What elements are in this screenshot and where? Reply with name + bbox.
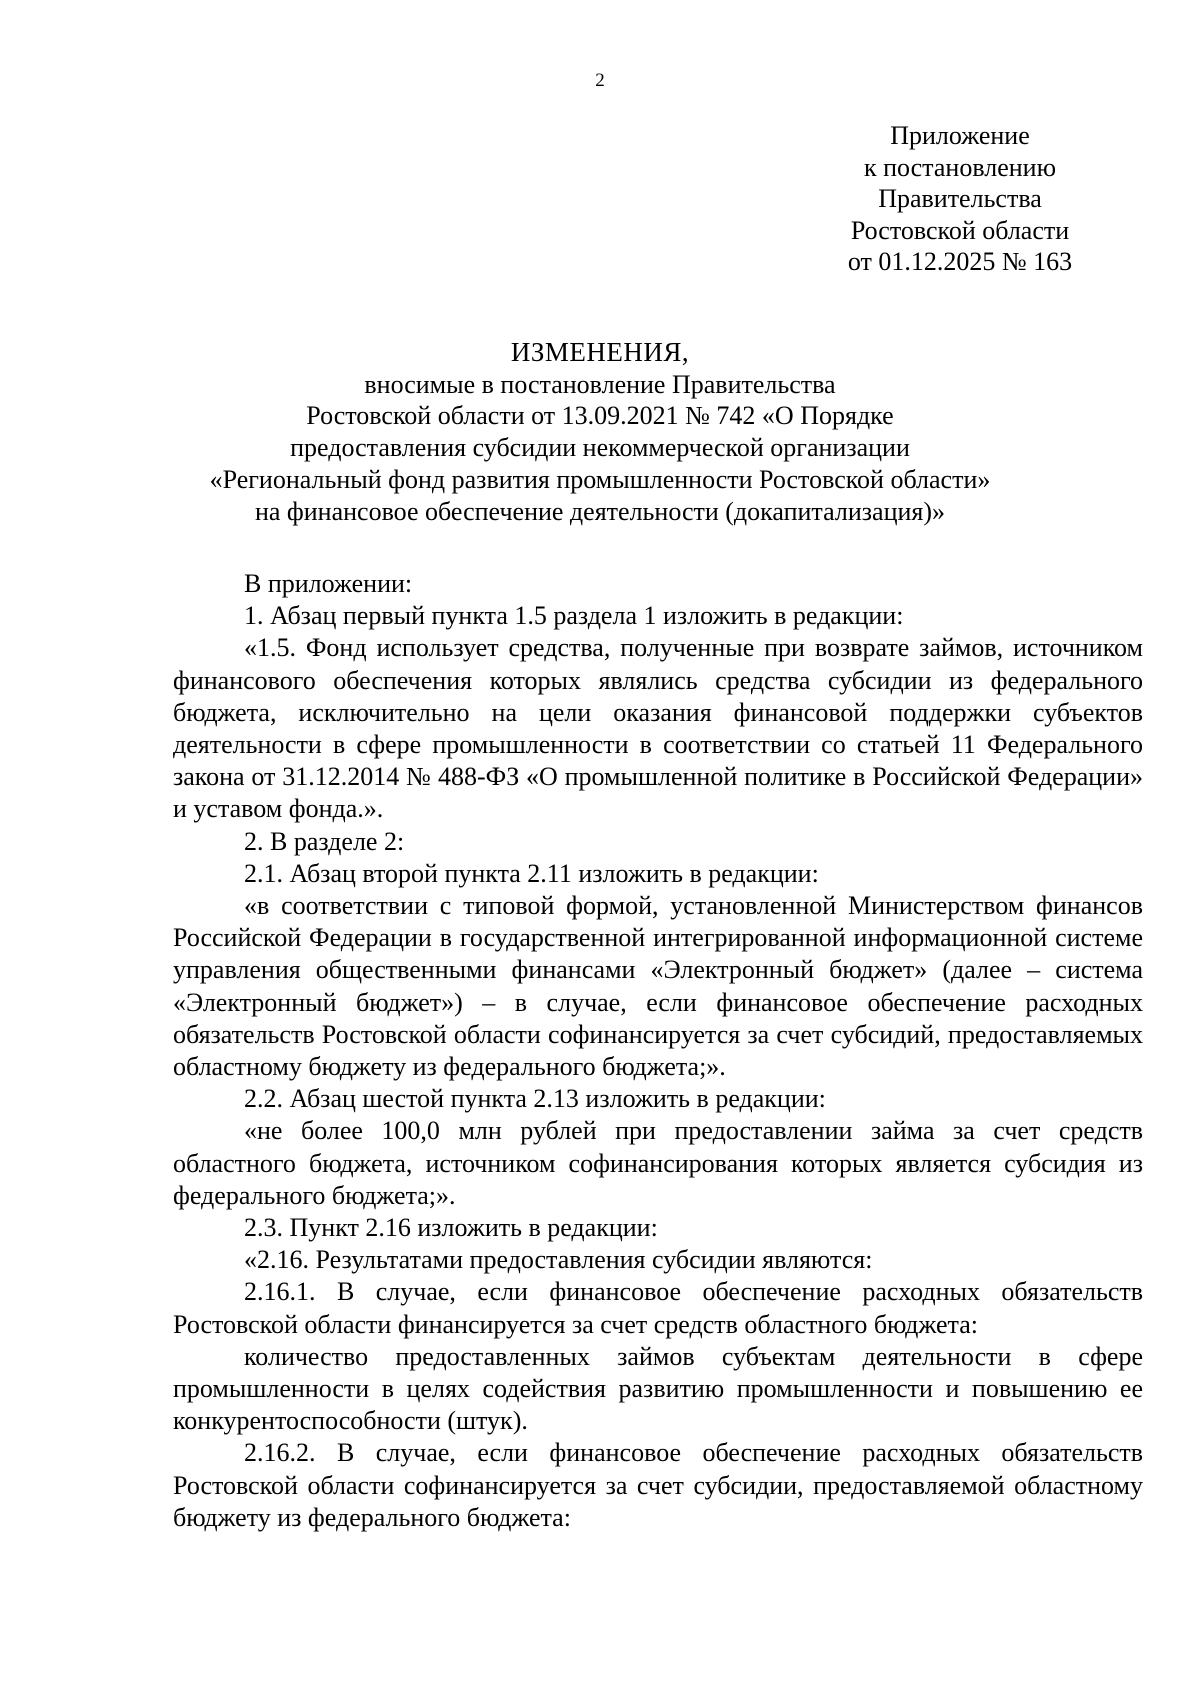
paragraph: количество предоставленных займов субъектам деятельности в сфере промышленности в целях содействия развитию промышленности и повышению ее конкурентоспособности (штук). — [173, 1341, 1143, 1436]
paragraph: «2.16. Результатами предоставления субсидии являются: — [244, 1245, 873, 1275]
appendix-header — [815, 120, 1105, 278]
appendix-line: Правительства — [878, 184, 1042, 213]
title-line: «Региональный фонд развития промышленности Ростовской области» — [209, 464, 991, 494]
appendix-line: от 01.12.2025 № 163 — [847, 247, 1073, 276]
paragraph: В приложении: — [244, 569, 413, 598]
paragraph: 1. Абзац первый пункта 1.5 раздела 1 изложить в редакции: — [244, 601, 904, 631]
page-number: 2 — [595, 70, 605, 91]
paragraph: 2.16.2. В случае, если финансовое обеспечение расходных обязательств Ростовской области софинансируется за счет субсидии, предоставляемой областному бюджету из федерального бюджета: — [173, 1438, 1143, 1532]
document-body — [173, 568, 1143, 1534]
paragraph: 2.2. Абзац шестой пункта 2.13 изложить в редакции: — [244, 1084, 826, 1114]
paragraph: «не более 100,0 млн рублей при предоставлении займа за счет средств областного бюджета, источником софинансирования которых является субсидия из федерального бюджета;». — [173, 1116, 1143, 1210]
title-heading: ИЗМЕНЕНИЯ, — [510, 337, 690, 367]
appendix-line: Ростовской области — [850, 215, 1070, 245]
title-line: вносимые в постановление Правительства — [364, 369, 836, 399]
paragraph: 2.1. Абзац второй пункта 2.11 изложить в редакции: — [244, 858, 819, 888]
title-line: Ростовской области от 13.09.2021 № 742 «О Порядке — [306, 401, 894, 431]
title-line: на финансовое обеспечение деятельности (докапитализация)» — [254, 496, 946, 526]
paragraph: 2.3. Пункт 2.16 изложить в редакции: — [244, 1213, 658, 1243]
appendix-line: к постановлению — [863, 152, 1057, 182]
title-line: предоставления субсидии некоммерческой организации — [290, 433, 910, 463]
paragraph: 2. В разделе 2: — [244, 826, 405, 856]
paragraph: «в соответствии с типовой формой, установленной Министерством финансов Российской Федерации в государственной интегрированной информационной системе управления общественными финансами «Электронный бюджет» (далее – система «Электронный бюджет») – в случае, если финансовое обеспечение расходных обязательств Ростовской области софинансируется за счет субсидий, предоставляемых областному бюджету из федерального бюджета;». — [173, 891, 1143, 1082]
paragraph: «1.5. Фонд использует средства, полученные при возврате займов, источником финансового обеспечения которых являлись средства субсидии из федерального бюджета, исключительно на цели оказания финансовой поддержки субъектов деятельности в сфере промышленности в соответствии со статьей 11 Федерального закона от 31.12.2014 № 488-ФЗ «О промышленной политике в Российской Федерации» и уставом фонда.». — [173, 633, 1143, 824]
appendix-line: Приложение — [890, 121, 1030, 150]
document-title — [100, 337, 1100, 527]
paragraph: 2.16.1. В случае, если финансовое обеспечение расходных обязательств Ростовской области финансируется за счет средств областного бюджета: — [173, 1277, 1143, 1339]
